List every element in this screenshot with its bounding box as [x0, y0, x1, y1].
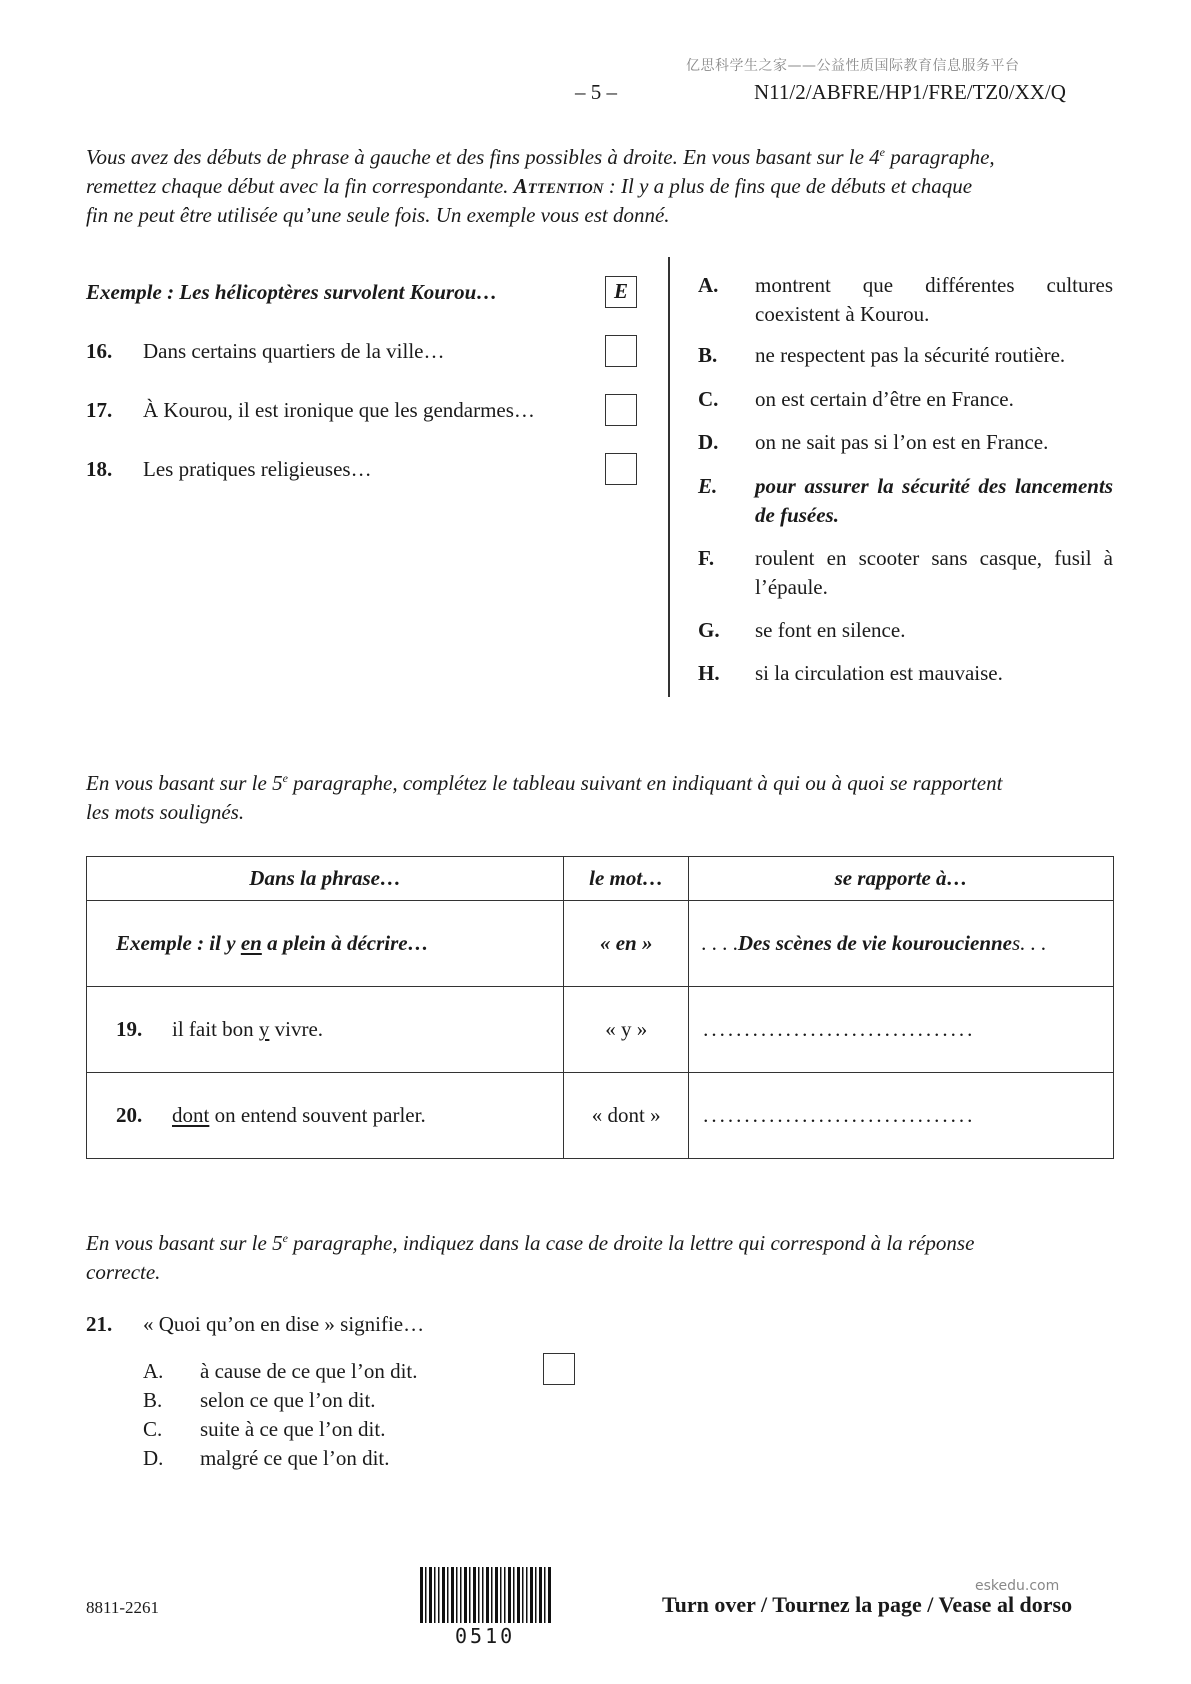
ending-e: E. pour assurer la sécurité des lancements de fusées.	[698, 474, 1113, 527]
example-word: « en »	[564, 901, 689, 987]
option-b: B. selon ce que l’on dit.	[143, 1388, 376, 1412]
footer-code: 8811-2261	[86, 1598, 160, 1617]
column-divider	[668, 257, 670, 697]
row-20-phrase: 20. dont on entend souvent parler.	[87, 1073, 564, 1159]
footer-watermark: eskedu.com	[975, 1578, 1060, 1594]
answer-box-17[interactable]	[605, 394, 637, 426]
row-19-word: « y »	[564, 987, 689, 1073]
attention-label: Attention	[513, 174, 604, 198]
example-answer-box: E	[605, 276, 637, 308]
row-19-phrase: 19. il fait bon y vivre.	[87, 987, 564, 1073]
page-number: – 5 –	[575, 80, 617, 104]
barcode-bars	[420, 1567, 551, 1623]
ending-b: B. ne respectent pas la sécurité routière.	[698, 343, 1066, 367]
barcode	[420, 1567, 555, 1623]
question-18: 18. Les pratiques religieuses…	[86, 457, 372, 481]
section2-instructions: En vous basant sur le 5e paragraphe, complétez le tableau suivant en indiquant à qui ou à quoi se rapportent les mots soulignés.	[86, 771, 1003, 824]
table-row-example	[87, 901, 1114, 987]
table-header: se rapporte à…	[689, 857, 1114, 901]
header-watermark: 亿思科学生之家——公益性质国际教育信息服务平台	[686, 58, 1020, 74]
row-20-answer-field[interactable]: .................................	[689, 1073, 1114, 1159]
table-header: Dans la phrase…	[87, 857, 564, 901]
turn-over-text: Turn over / Tournez la page / Vease al dorso	[662, 1592, 1073, 1617]
answer-box-16[interactable]	[605, 335, 637, 367]
table-header-row	[87, 857, 1114, 901]
table-row	[87, 987, 1114, 1073]
ending-f: F. roulent en scooter sans casque, fusil à l’épaule.	[698, 546, 1113, 599]
section1-instructions: Vous avez des débuts de phrase à gauche et des fins possibles à droite. En vous basant sur le 4e paragraphe, remettez chaque début avec la fin correspondante. Attention : Il y a plus de fins que de débuts et chaque fin ne peut être utilisée qu’une seule fois. Un exemple vous est donné.	[86, 145, 995, 227]
answer-box-21[interactable]	[543, 1353, 575, 1385]
barcode-number: 0510	[455, 1624, 516, 1648]
ending-g: G. se font en silence.	[698, 618, 906, 642]
section3-instructions: En vous basant sur le 5e paragraphe, indiquez dans la case de droite la lettre qui correspond à la réponse correcte.	[86, 1231, 975, 1284]
example-sentence: Exemple : Les hélicoptères survolent Kourou…	[86, 280, 498, 304]
answer-box-18[interactable]	[605, 453, 637, 485]
row-19-answer-field[interactable]: .................................	[689, 987, 1114, 1073]
row-20-word: « dont »	[564, 1073, 689, 1159]
table-header: le mot…	[564, 857, 689, 901]
question-16: 16. Dans certains quartiers de la ville…	[86, 339, 445, 363]
paper-code: N11/2/ABFRE/HP1/FRE/TZ0/XX/Q	[754, 80, 1066, 104]
question-21: 21. « Quoi qu’on en dise » signifie…	[86, 1312, 425, 1336]
option-a: A. à cause de ce que l’on dit.	[143, 1359, 418, 1383]
option-c: C. suite à ce que l’on dit.	[143, 1417, 386, 1441]
option-d: D. malgré ce que l’on dit.	[143, 1446, 390, 1470]
ending-h: H. si la circulation est mauvaise.	[698, 661, 1003, 685]
reference-table	[86, 856, 1114, 1159]
example-answer: . . . .Des scènes de vie kourouciennes. . .	[689, 901, 1114, 987]
example-phrase: Exemple : il y en a plein à décrire…	[87, 901, 564, 987]
ending-d: D. on ne sait pas si l’on est en France.	[698, 430, 1049, 454]
ending-c: C. on est certain d’être en France.	[698, 387, 1014, 411]
table-row	[87, 1073, 1114, 1159]
question-17: 17. À Kourou, il est ironique que les gendarmes…	[86, 398, 535, 422]
ending-a: A. montrent que différentes cultures coexistent à Kourou.	[698, 273, 1113, 326]
